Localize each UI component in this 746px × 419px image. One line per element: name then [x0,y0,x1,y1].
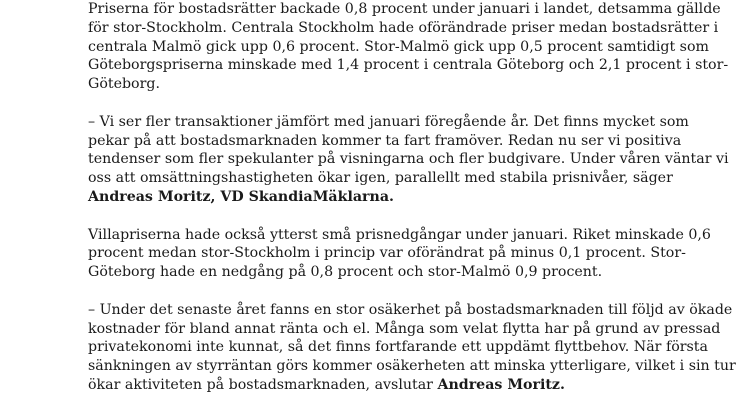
paragraph-quote-uncertainty [88,301,736,395]
paragraph-prices-apartments [88,0,728,94]
text-line: kostnader för bland annat ränta och el. Många som velat flytta har på grund av pressad [88,320,721,337]
text-line: Göteborgspriserna minskade med 1,4 procent i centrala Göteborg och 2,1 procent i stor- [88,57,729,74]
text-line: Göteborg. [88,76,160,93]
paragraph-gap [88,94,728,113]
text-line: tendenser som fler spekulanter på visningarna och fler budgivare. Under våren väntar vi [88,151,729,168]
text-line: Göteborg hade en nedgång på 0,8 procent och stor-Malmö 0,9 procent. [88,264,603,281]
speaker-attribution: Andreas Moritz, VD SkandiaMäklarna. [88,188,394,205]
paragraph-quote-transactions [88,113,728,207]
paragraph-gap [88,282,728,301]
text-line: pekar på att bostadsmarknaden kommer ta fart framöver. Redan nu ser vi positiva [88,132,682,149]
speaker-name: Andreas Moritz. [437,376,565,393]
text-line: sänkningen av styrräntan görs kommer osäkerheten att minska ytterligare, vilket i sin tur [88,358,736,375]
text-line: Priserna för bostadsrätter backade 0,8 procent under januari i landet, detsamma gällde [88,1,721,17]
text-line: Villapriserna hade också ytterst små prisnedgångar under januari. Riket minskade 0,6 [88,226,711,243]
paragraph-prices-villas [88,226,728,282]
text-line: centrala Malmö gick upp 0,6 procent. Stor-Malmö gick upp 0,5 procent samtidigt som [88,38,709,55]
closing-text: ökar aktiviteten på bostadsmarknaden, avslutar [88,376,438,393]
text-line: procent medan stor-Stockholm i princip var oförändrat på minus 0,1 procent. Stor- [88,245,686,262]
text-line: privatekonomi inte kunnat, så det finns fortfarande ett uppdämt flyttbehov. När första [88,339,708,356]
text-line: för stor-Stockholm. Centrala Stockholm hade oförändrade priser medan bostadsrätter i [88,19,719,36]
text-line-last [88,376,728,395]
text-line: oss att omsättningshastigheten ökar igen, parallellt med stabila prisnivåer, säger [88,170,673,187]
document-page [88,0,736,395]
text-line: – Under det senaste året fanns en stor osäkerhet på bostadsmarknaden till följd av ökade [88,301,733,318]
paragraph-gap [88,207,728,226]
text-line: – Vi ser fler transaktioner jämfört med januari föregående år. Det finns mycket som [88,113,689,130]
